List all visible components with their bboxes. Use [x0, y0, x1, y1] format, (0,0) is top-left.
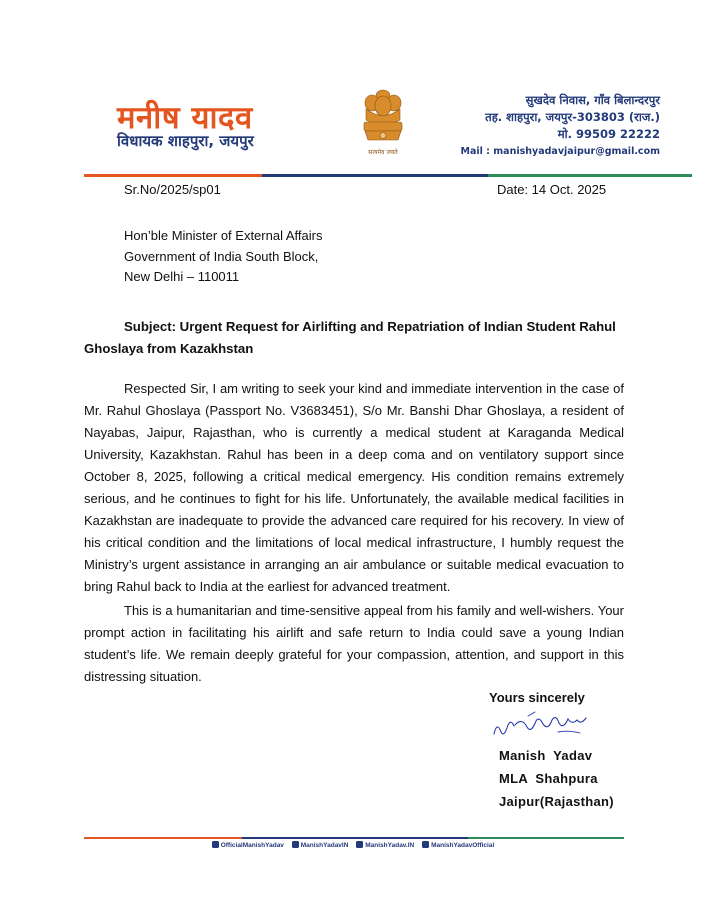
national-emblem-icon: [353, 82, 413, 162]
addressee-line: Government of India South Block,: [124, 248, 319, 264]
social-instagram[interactable]: ManishYadav.IN: [356, 841, 414, 849]
header-rule-navy: [262, 174, 488, 177]
signatory-place: Jaipur(Rajasthan): [499, 794, 614, 809]
phone-number: मो. 99509 22222: [557, 127, 660, 141]
footer-rule-saffron: [84, 837, 242, 839]
header-rule-green: [488, 174, 692, 177]
body-paragraph: This is a humanitarian and time-sensitive appeal from his family and well-wishers. Your prompt action in facilitating his airlift and safe return to India could save a young Indian student’s life. We remain deeply grateful for your compassion, attention, and support in this distressing situation.: [84, 603, 624, 684]
letterhead-role: विधायक शाहपुरा, जयपुर: [117, 132, 254, 150]
handwritten-signature: [488, 708, 593, 740]
header-rule-saffron: [84, 174, 262, 177]
social-twitter[interactable]: ManishYadavIN: [292, 841, 349, 849]
emblem-motto: सत्यमेव जयते: [368, 149, 398, 156]
addressee-block: [124, 226, 322, 288]
email-address: Mail : manishyadavjaipur@gmail.com: [460, 146, 660, 157]
signatory-name: Manish Yadav: [499, 748, 593, 763]
facebook-icon: [212, 841, 219, 848]
social-youtube[interactable]: ManishYadavOfficial: [422, 841, 494, 849]
letter-date: Date: 14 Oct. 2025: [497, 182, 607, 197]
youtube-icon: [422, 841, 429, 848]
body-paragraph: Respected Sir, I am writing to seek your kind and immediate intervention in the case of Mr. Rahul Ghoslaya (Passport No. V3683451), S/o Mr. Banshi Dhar Ghoslaya, a resident of Nayabas, Jaipur, Rajasthan, who is currently a medical student at Karaganda Medical University, Kazakhstan. Rahul has been in a deep coma and on ventilatory support since October 8, 2025, following a critical medical emergency. His condition remains extremely serious, and he continues to fight for his life. Unfortunately, the available medical facilities in Kazakhstan are inadequate to provide the advanced care required for his recovery. In view of his critical condition and the limitations of local medical infrastructure, I humbly request the Ministry’s urgent assistance in arranging an air ambulance or suitable medical evacuation to bring Rahul back to India at the earliest for advanced treatment.: [84, 381, 624, 594]
footer-rule-navy: [242, 837, 468, 839]
subject-line: Subject: Urgent Request for Airlifting and Repatriation of Indian Student Rahul Ghoslaya from Kazakhstan: [84, 319, 616, 356]
letterhead-name: मनीष यादव: [117, 100, 253, 136]
signatory-block: [499, 744, 614, 813]
instagram-icon: [356, 841, 363, 848]
closing-salutation: Yours sincerely: [489, 690, 585, 705]
letterhead-address: [460, 92, 660, 160]
reference-number: Sr.No/2025/sp01: [124, 182, 221, 197]
address-line-1: सुखदेव निवास, गाँव बिलान्दरपुर: [525, 93, 660, 107]
footer-social-links: [0, 841, 706, 849]
signatory-title: MLA Shahpura: [499, 771, 598, 786]
addressee-line: New Delhi – 110011: [124, 269, 240, 284]
social-facebook[interactable]: OfficialManishYadav: [212, 841, 284, 849]
addressee-line: Hon’ble Minister of External Affairs: [124, 228, 323, 243]
twitter-icon: [292, 841, 299, 848]
footer-rule-green: [468, 837, 624, 839]
address-line-2: तह. शाहपुरा, जयपुर-303803 (राज.): [485, 110, 660, 124]
